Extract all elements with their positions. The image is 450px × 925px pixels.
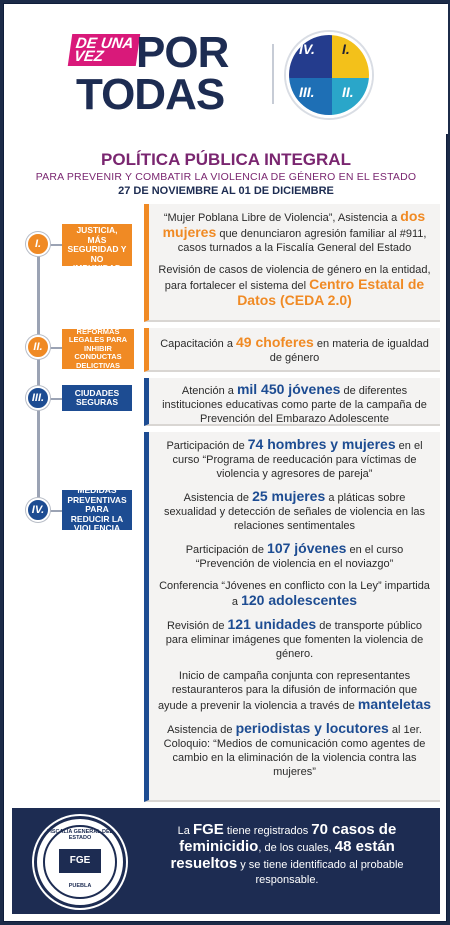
quadrant-i: I.: [332, 35, 372, 78]
item-text: “Mujer Poblana Libre de Violencia”, Asistencia a: [163, 212, 401, 224]
item-highlight: Centro Estatal de Datos (CEDA 2.0): [237, 276, 425, 308]
item-text: Asistencia de: [183, 492, 253, 504]
timeline-line: [37, 242, 40, 512]
item-text: de transporte público para eliminar imágenes que fomenten la violencia de género.: [165, 620, 424, 660]
item-text: en materia de igualdad de género: [269, 338, 429, 364]
item-text: de diferentes instituciones educativas como parte de la campaña de Prevención del Embarazo Adolescente: [162, 385, 427, 425]
item-text: Capacitación a: [160, 338, 237, 350]
footer-highlight: 70 casos de feminicidio: [179, 821, 397, 855]
logo-line-1: DE UNA: [74, 35, 135, 52]
item-text: Atención a: [181, 385, 237, 397]
section-4-item-2: [149, 481, 440, 533]
page-subtitle: PARA PREVENIR Y COMBATIR LA VIOLENCIA DE GÉNERO EN EL ESTADO: [35, 171, 417, 183]
header-divider: [272, 44, 274, 104]
quadrant-ii: II.: [332, 78, 372, 118]
numeral-badge-4: IV.: [26, 498, 50, 522]
item-highlight: 121 unidades: [227, 616, 317, 632]
infographic: [3, 3, 447, 922]
item-text: en el curso “Prevención de violencia en el noviazgo”: [195, 544, 404, 570]
footer-highlight: 48 están resueltos: [170, 838, 395, 872]
footer-text: , de los cuales,: [258, 842, 335, 854]
item-text: en el curso “Programa de reeducación para víctimas de violencia y agresores de pareja”: [172, 440, 423, 480]
section-label-4: MEDIDAS PREVENTIVAS PARA REDUCIR LA VIOLENCIA: [62, 490, 132, 530]
item-text: al 1er. Coloquio: “Medios de comunicación como agentes de cambio en la eliminación de la violencia contra las mujeres”: [163, 724, 426, 778]
fge-seal: [34, 816, 126, 908]
section-label-1: ACCESO A LA JUSTICIA, MÁS SEGURIDAD Y NO IMPUNIDAD: [62, 224, 132, 266]
section-panel-1: [144, 204, 440, 322]
section-panel-4: [144, 432, 440, 802]
item-highlight: 74 hombres y mujeres: [247, 436, 396, 452]
item-highlight: 49 choferes: [236, 334, 314, 350]
footer-text: y se tiene identificado al probable responsable.: [237, 859, 404, 886]
section-panel-3: [144, 378, 440, 426]
section-4-item-7: [149, 713, 440, 779]
numeral-badge-3: III.: [26, 386, 50, 410]
logo-word-todas: TODAS: [76, 70, 225, 119]
quadrant-iii: III.: [289, 78, 332, 118]
item-highlight: 120 adolescentes: [241, 592, 358, 608]
numeral-badge-1: I.: [26, 232, 50, 256]
section-4-item-5: [149, 609, 440, 661]
item-text: Participación de: [185, 544, 268, 556]
item-highlight: 25 mujeres: [252, 488, 326, 504]
date-range: 27 DE NOVIEMBRE AL 01 DE DICIEMBRE: [118, 185, 334, 197]
item-highlight: manteletas: [357, 696, 432, 712]
footer: [12, 808, 440, 914]
header: [4, 4, 448, 134]
section-4-item-4: [149, 571, 440, 609]
quadrant-logo: [286, 32, 372, 118]
item-highlight: 107 jóvenes: [267, 540, 347, 556]
item-text: Revisión de casos de violencia de género en la entidad, para fortalecer el sistema del: [158, 264, 431, 292]
item-highlight: dos mujeres: [162, 208, 426, 240]
item-highlight: mil 450 jóvenes: [236, 381, 341, 397]
item-text: Inicio de campaña conjunta con representantes restauranteros para la difusión de información que ayude a prevenir la violencia a través de: [157, 670, 418, 712]
footer-text: tiene registrados: [223, 825, 312, 837]
section-1-item-2: [149, 255, 440, 309]
numeral-badge-2: II.: [26, 335, 50, 359]
item-text: que denunciaron agresión familiar al #911, casos turnados a la Fiscalía General del Estado: [177, 228, 427, 254]
section-1-item-1: [149, 204, 440, 255]
section-label-3: CIUDADES SEGURAS: [62, 385, 132, 411]
section-4-item-1: [149, 432, 440, 481]
seal-center-text: FGE: [59, 849, 101, 873]
footer-text: La: [177, 825, 193, 837]
item-text: Asistencia de: [167, 724, 236, 736]
section-4-item-3: [149, 533, 440, 571]
section-4-item-6: [149, 661, 440, 713]
item-text: Conferencia “Jóvenes en conflicto con la Ley” impartida a: [159, 580, 430, 608]
quadrant-iv: IV.: [289, 35, 332, 78]
footer-highlight: FGE: [192, 821, 224, 838]
footer-statement: [152, 822, 422, 888]
section-2-item-1: [149, 328, 440, 365]
item-text: Revisión de: [166, 620, 228, 632]
item-highlight: periodistas y locutores: [235, 720, 389, 736]
seal-bottom-text: PUEBLA: [68, 883, 92, 889]
section-panel-2: [144, 328, 440, 372]
section-3-item-1: [149, 378, 440, 426]
logo-tag: [68, 34, 140, 66]
logo-word-por: POR: [136, 28, 229, 77]
seal-top-text: FISCALÍA GENERAL DEL ESTADO: [46, 829, 113, 841]
page-title: POLÍTICA PÚBLICA INTEGRAL: [101, 150, 351, 169]
section-label-2: REFORMAS LEGALES PARA INHIBIR CONDUCTAS DELICTIVAS: [62, 329, 134, 369]
item-text: a pláticas sobre sexualidad y detección de señales de violencia en las relaciones sentimentales: [163, 492, 426, 532]
logo-line-2: VEZ: [72, 48, 105, 65]
item-text: Participación de: [166, 440, 248, 452]
